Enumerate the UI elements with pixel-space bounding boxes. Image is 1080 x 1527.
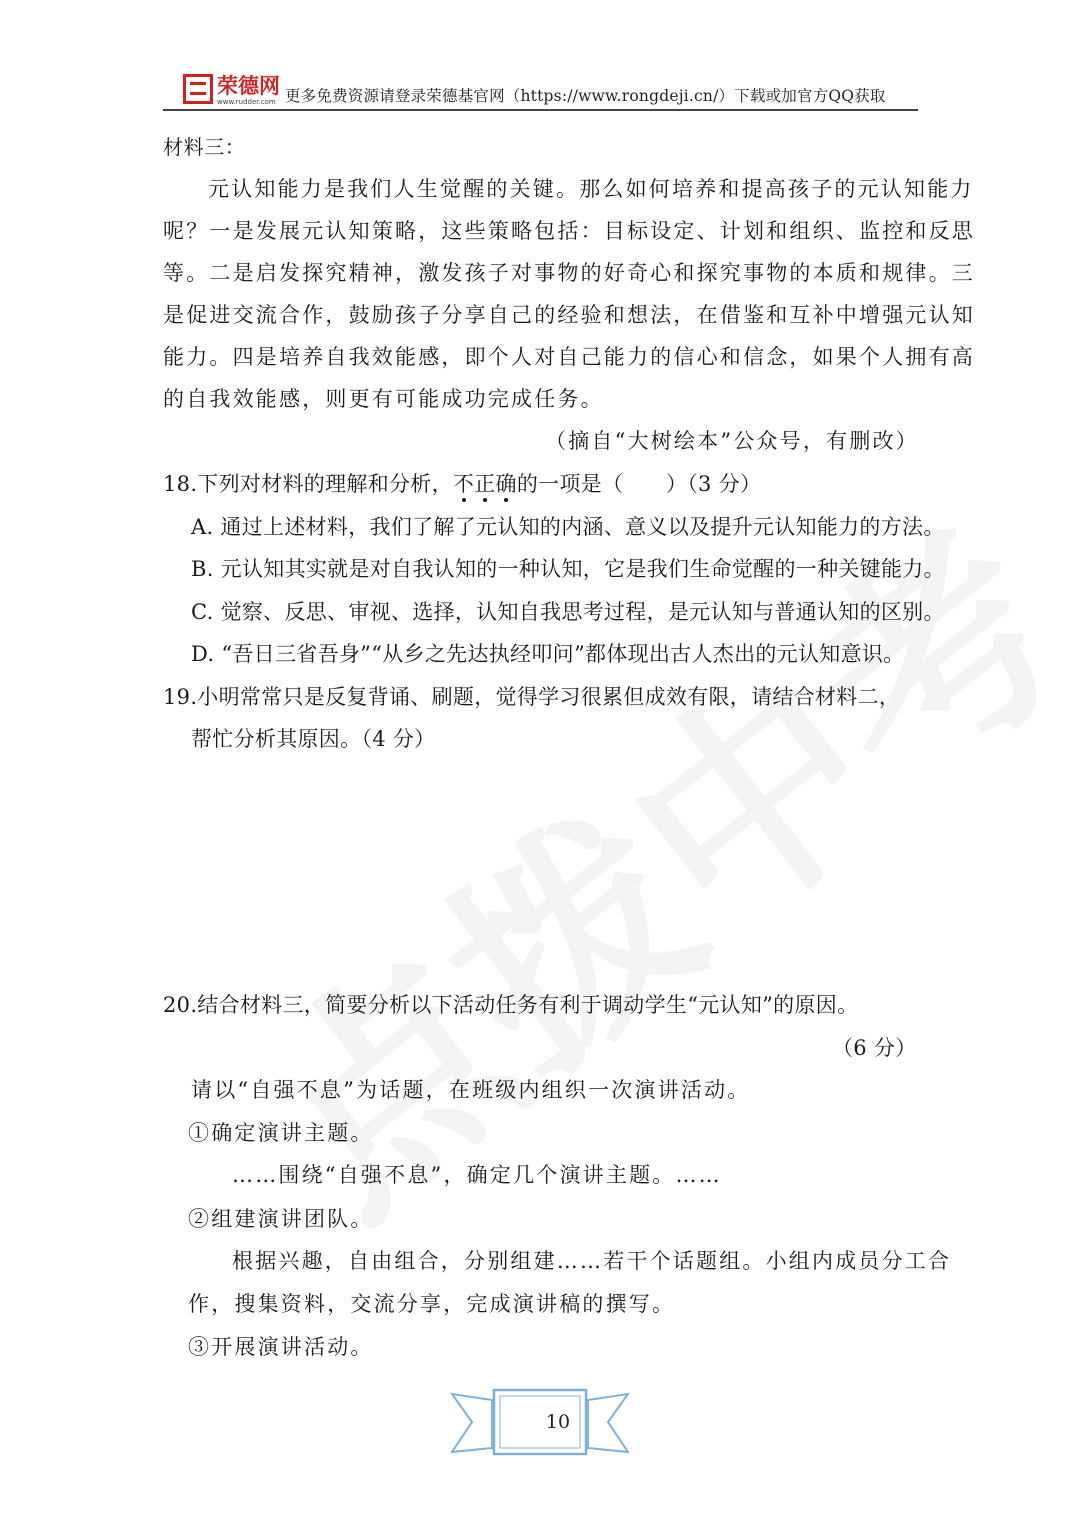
logo-mark-icon — [183, 74, 213, 104]
activity-step-2-body-1: 根据兴趣，自由组合，分别组建……若干个话题组。小组内成员分工合 — [232, 1249, 952, 1273]
question-19-line-1: 19.小明常常只是反复背诵、刷题，觉得学习很累但成效有限，请结合材料二， — [163, 685, 901, 709]
question-18-stem-before: 18.下列对材料的理解和分析， — [163, 472, 453, 496]
activity-step-2-body-2: 作，搜集资料，交流分享，完成演讲稿的撰写。 — [188, 1292, 676, 1316]
question-18-option-b: B. 元认知其实就是对自我认知的一种认知，它是我们生命觉醒的一种关键能力。 — [191, 557, 945, 581]
emphasis-char: 不 — [452, 472, 475, 496]
material-line-5: 能力。四是培养自我效能感，即个人对自己能力的信心和信念，如果个人拥有高 — [163, 345, 975, 369]
question-20-stem: 20.结合材料三，简要分析以下活动任务有利于调动学生“元认知”的原因。 — [163, 993, 859, 1017]
activity-step-2-title: ②组建演讲团队。 — [188, 1207, 374, 1231]
emphasis-char: 确 — [495, 472, 517, 496]
material-line-1: 元认知能力是我们人生觉醒的关键。那么如何培养和提高孩子的元认知能力 — [208, 177, 974, 201]
question-20-score: （6 分） — [832, 1036, 917, 1060]
question-18-option-a: A. 通过上述材料，我们了解了元认知的内涵、意义以及提升元认知能力的方法。 — [191, 515, 945, 539]
material-line-4: 是促进交流合作，鼓励孩子分享自己的经验和想法，在借鉴和互补中增强元认知 — [163, 303, 975, 327]
question-19-line-2: 帮忙分析其原因。（4 分） — [191, 727, 436, 751]
material-line-3: 等。二是启发探究精神，激发孩子对事物的好奇心和探究事物的本质和规律。三 — [163, 261, 975, 285]
question-18-stem — [163, 471, 761, 497]
header-notice: 更多免费资源请登录荣德基官网（https://www.rongdeji.cn/）下载或加官方QQ获取 — [285, 87, 886, 105]
page-header — [163, 70, 918, 110]
question-18-stem-after: 的一项是（ ）（3 分） — [516, 472, 762, 496]
emphasis-char: 正 — [474, 472, 496, 496]
activity-step-1-body: ……围绕“自强不息”，确定几个演讲主题。…… — [232, 1163, 722, 1187]
question-18-option-c: C. 觉察、反思、审视、选择，认知自我思考过程，是元认知与普通认知的区别。 — [191, 600, 945, 624]
question-18-option-d: D. “吾日三省吾身”“从乡之先达执经叩问”都体现出古人杰出的元认知意识。 — [191, 642, 905, 666]
material-line-2: 呢？一是发展元认知策略，这些策略包括：目标设定、计划和组织、监控和反思 — [163, 219, 975, 243]
material-source: （摘自“大树绘本”公众号，有删改） — [545, 429, 919, 453]
activity-step-1-title: ①确定演讲主题。 — [188, 1121, 374, 1145]
material-line-6: 的自我效能感，则更有可能成功完成任务。 — [163, 387, 604, 411]
page-number: 10 — [545, 1411, 571, 1433]
site-logo — [183, 74, 280, 108]
activity-step-3-title: ③开展演讲活动。 — [188, 1335, 374, 1359]
header-divider — [163, 109, 918, 111]
logo-name: 荣德网 — [217, 74, 280, 98]
logo-url: www.rudder.com — [217, 98, 276, 106]
activity-intro: 请以“自强不息”为话题，在班级内组织一次演讲活动。 — [191, 1078, 751, 1102]
material-heading: 材料三： — [163, 135, 246, 159]
page-number-ribbon — [450, 1378, 630, 1478]
